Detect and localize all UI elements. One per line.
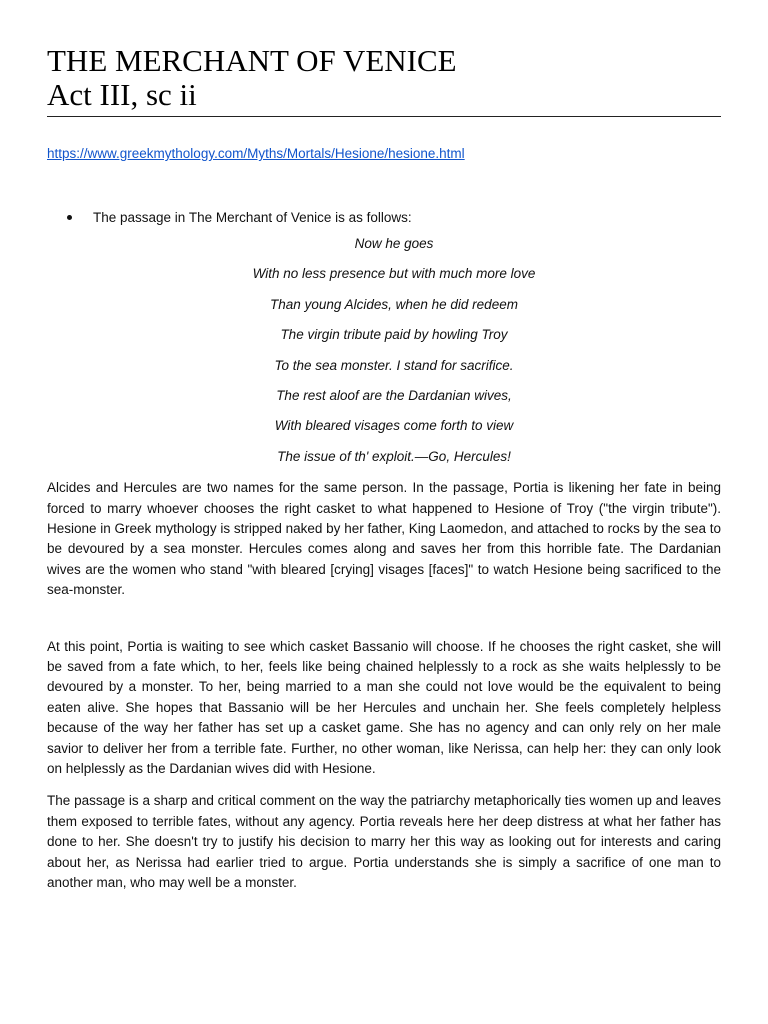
verse-line: To the sea monster. I stand for sacrifice.	[274, 357, 514, 373]
title-line-2: Act III, sc ii	[47, 77, 197, 112]
body-paragraph-1: Alcides and Hercules are two names for the same person. In the passage, Portia is likening her fate in being forced to marry whoever chooses the right casket to what happened to Hesione of Troy ("the virgin tribute"). Hesione in Greek mythology is stripped naked by her father, King Laomedon, and attached to rocks by the sea to be devoured by a sea monster. Hercules comes along and saves her from this horrible fate. The Dardanian wives are the women who stand "with bleared [crying] visages [faces]" to watch Hesione being sacrificed to the sea-monster.	[47, 480, 721, 598]
verse-line: With bleared visages come forth to view	[274, 418, 514, 434]
bullet-dot-icon	[67, 215, 72, 220]
bullet-item	[47, 209, 721, 227]
verse-line: Than young Alcides, when he did redeem	[270, 296, 518, 312]
verse-line: Now he goes	[354, 236, 434, 251]
verse-quote	[47, 235, 721, 478]
verse-line: The virgin tribute paid by howling Troy	[280, 327, 508, 343]
source-link[interactable]: https://www.greekmythology.com/Myths/Mortals/Hesione/hesione.html	[47, 146, 465, 161]
document-page	[47, 44, 721, 893]
body-paragraph-3: The passage is a sharp and critical comment on the way the patriarchy metaphorically ties women up and leaves them exposed to terrible fates, without any agency. Portia reveals here her deep distress at what her father has done to her. She doesn't try to justify his decision to marry her this way as looking out for interests and caring about her, as Nerissa had earlier tried to argue. Portia understands she is simply a sacrifice of one man to another man, who may well be a monster.	[47, 793, 721, 891]
bullet-text: The passage in The Merchant of Venice is as follows:	[93, 210, 412, 225]
title-line-1: THE MERCHANT OF VENICE	[47, 43, 457, 78]
document-title	[47, 44, 721, 117]
verse-line: The issue of th' exploit.—Go, Hercules!	[277, 448, 511, 464]
verse-line: The rest aloof are the Dardanian wives,	[276, 387, 512, 403]
body-paragraph-2: At this point, Portia is waiting to see which casket Bassanio will choose. If he chooses the right casket, she will be saved from a fate which, to her, feels like being chained helplessly to a rock as she waits helplessly to be devoured by a monster. To her, being married to a man she could not love would be the equivalent to being eaten alive. She hopes that Bassanio will be her Hercules and unchain her. She feels completely helpless because of the way her father has set up a casket game. She has no agency and can only rely on her male savior to deliver her from a terrible fate. Further, no other woman, like Nerissa, can help her: they can only look on helplessly as the Dardanian wives did with Hesione.	[47, 638, 721, 776]
verse-line: With no less presence but with much more love	[252, 266, 536, 282]
